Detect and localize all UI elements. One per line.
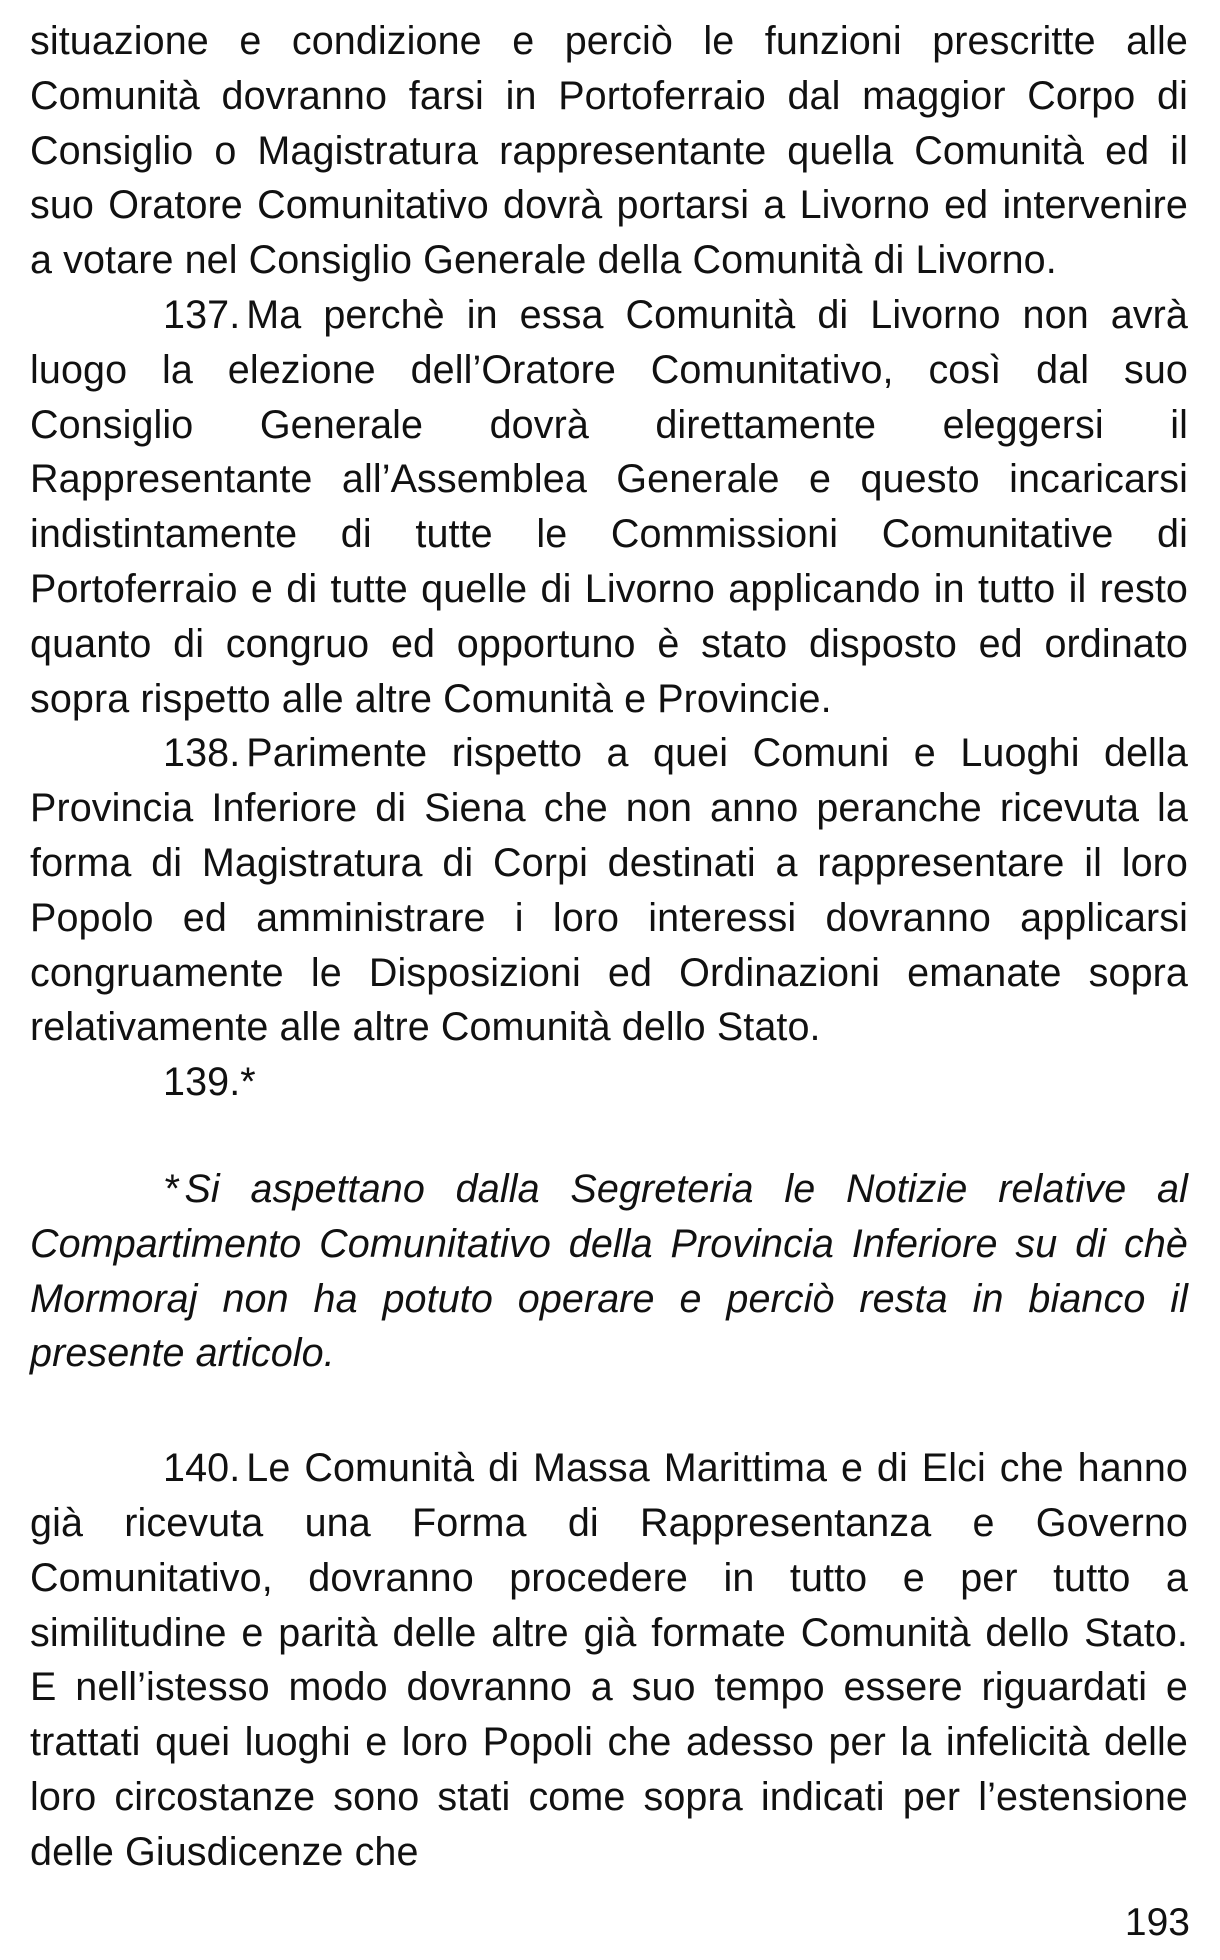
article-number: 140.	[163, 1446, 241, 1491]
article-text: Le Comunità di Massa Marittima e di Elci che hanno già ricevuta una Forma di Rappresentanza e Governo Comunitativo, dovranno procedere in tutto e per tutto a similitudine e parità delle altre già formate Comunità dello Stato. E nell’istesso modo dovranno a suo tempo essere riguardati e trattati quei luoghi e loro Popoli che adesso per la infelicità delle loro circostanze sono stati come sopra indicati per l’estensione delle Giusdicenze che	[30, 1446, 1188, 1874]
footnote-marker: *	[163, 1166, 179, 1211]
article-140	[30, 1441, 1188, 1879]
document-page	[30, 14, 1188, 1880]
article-138	[30, 726, 1188, 1055]
footnote-text: Si aspettano dalla Segreteria le Notizie relative al Compartimento Comunitativo della Provincia Inferiore su di chè Mormoraj non ha potuto operare e perciò resta in bianco il presente articolo.	[30, 1166, 1188, 1376]
article-number: 137.	[163, 292, 241, 337]
article-139	[30, 1055, 1188, 1110]
paragraph-continuation: situazione e condizione e perciò le funzioni prescritte alle Comunità dovranno farsi in Portoferraio dal maggior Corpo di Consiglio o Magistratura rappresentante quella Comunità ed il suo Oratore Comunitativo dovrà portarsi a Livorno ed intervenire a votare nel Consiglio Generale della Comunità di Livorno.	[30, 19, 1188, 283]
article-number: 138.	[163, 731, 241, 776]
article-text: Parimente rispetto a quei Comuni e Luoghi della Provincia Inferiore di Siena che non anno peranche ricevuta la forma di Magistratura di Corpi destinati a rappresentare il loro Popolo ed amministrare i loro interessi dovranno applicarsi congruamente le Disposizioni ed Ordinazioni emanate sopra relativamente alle altre Comunità dello Stato.	[30, 731, 1188, 1050]
article-number: 139.*	[163, 1060, 256, 1105]
page-number: 193	[1124, 1901, 1190, 1944]
article-text: Ma perchè in essa Comunità di Livorno non avrà luogo la elezione dell’Oratore Comunitativo, così dal suo Consiglio Generale dovrà direttamente eleggersi il Rappresentante all’Assemblea Generale e questo incaricarsi indistintamente di tutte le Commissioni Comunitative di Portoferraio e di tutte quelle di Livorno applicando in tutto il resto quanto di congruo ed opportuno è stato disposto ed ordinato sopra rispetto alle altre Comunità e Provincie.	[30, 292, 1188, 721]
article-137	[30, 288, 1188, 726]
footnote	[30, 1162, 1188, 1381]
spacer	[30, 1381, 1188, 1441]
spacer	[30, 1110, 1188, 1162]
